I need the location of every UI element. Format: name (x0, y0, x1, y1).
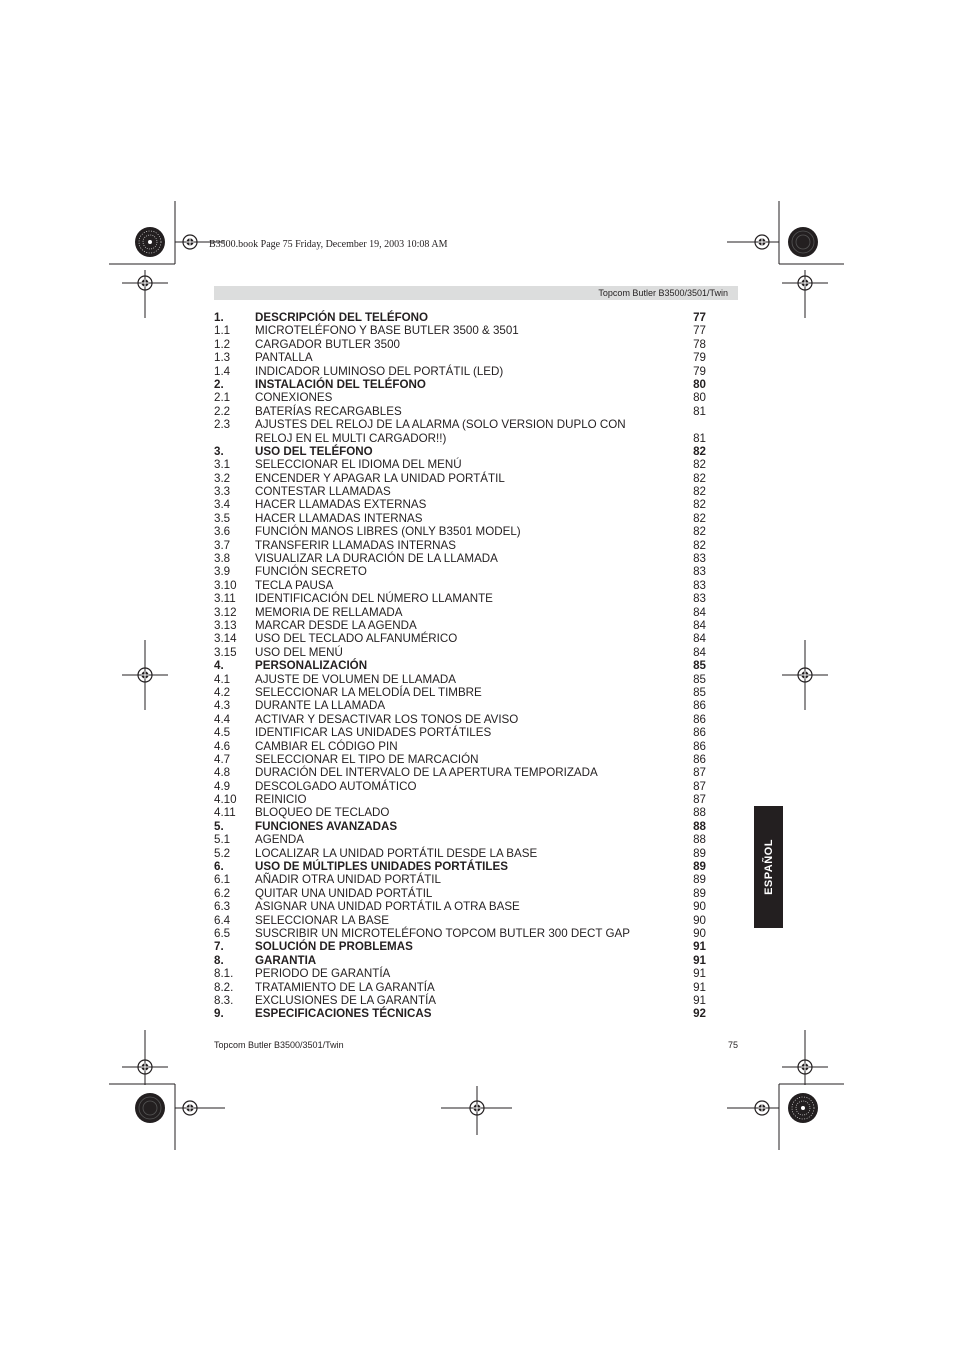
toc-entry (214, 565, 706, 578)
language-tab (754, 806, 783, 928)
toc-entry-title-line: AJUSTE DE VOLUMEN DE LLAMADA (255, 672, 457, 686)
toc-entry-number: 2.3 (214, 418, 231, 432)
toc-entry-title-line: DURACIÓN DEL INTERVALO DE LA APERTURA TEMPORIZADA (255, 766, 598, 780)
toc-entry-page: 82 (693, 485, 706, 499)
toc-entry-number: 1. (214, 311, 224, 324)
toc-entry-number: 3.10 (214, 578, 237, 592)
toc-entry-title (255, 485, 391, 498)
toc-entry-title-line: CONTESTAR LLAMADAS (255, 485, 391, 499)
toc-entry-title-line: AGENDA (255, 833, 304, 847)
toc-entry-title (255, 793, 307, 806)
toc-entry (214, 324, 706, 337)
toc-entry-title-line: MARCAR DESDE LA AGENDA (255, 619, 417, 632)
toc-entry-page: 84 (693, 645, 706, 659)
toc-entry (214, 418, 706, 445)
toc-entry (214, 793, 706, 806)
toc-entry-title-line: USO DEL MENÚ (255, 645, 343, 659)
toc-entry-title (255, 351, 313, 364)
toc-entry-title (255, 847, 537, 860)
toc-entry-title (255, 405, 402, 418)
toc-entry-page: 82 (693, 444, 706, 458)
toc-entry-page: 83 (693, 578, 706, 592)
toc-entry-title (255, 740, 398, 753)
toc-entry (214, 967, 706, 980)
toc-entry-page: 88 (693, 833, 706, 847)
star-target-icon (135, 227, 165, 257)
toc-entry-page: 90 (693, 900, 706, 914)
toc-entry-title (255, 954, 316, 967)
toc-entry-title-line: SELECCIONAR EL TIPO DE MARCACIÓN (255, 752, 479, 766)
toc-entry-title (255, 311, 428, 324)
toc-entry-title-line: TRATAMIENTO DE LA GARANTÍA (255, 980, 435, 994)
toc-entry-title (255, 565, 367, 578)
toc-entry-page: 82 (693, 511, 706, 525)
toc-entry (214, 659, 706, 672)
toc-entry-title (255, 525, 521, 538)
toc-entry (214, 405, 706, 418)
toc-entry-page: 91 (693, 967, 706, 981)
toc-entry (214, 766, 706, 779)
toc-entry-title (255, 1007, 432, 1020)
toc-entry-page: 87 (693, 779, 706, 793)
toc-entry-title (255, 324, 519, 337)
toc-entry (214, 552, 706, 565)
toc-entry-page: 90 (693, 926, 706, 940)
toc-entry (214, 592, 706, 605)
toc-entry-number: 3.6 (214, 525, 231, 539)
toc-entry-title (255, 472, 505, 485)
toc-entry-title-line: USO DEL TELÉFONO (255, 444, 373, 458)
toc-entry-title-line: TECLA PAUSA (255, 578, 334, 592)
toc-entry-title-line: ENCENDER Y APAGAR LA UNIDAD PORTÁTIL (255, 471, 505, 485)
toc-entry-page: 86 (693, 752, 706, 766)
toc-entry-number: 3.1 (214, 458, 231, 472)
toc-entry-page: 87 (693, 766, 706, 780)
toc-entry (214, 780, 706, 793)
toc-entry-number: 4.1 (214, 672, 231, 686)
toc-entry-page: 77 (693, 310, 706, 324)
toc-entry-title-line: TRANSFERIR LLAMADAS INTERNAS (255, 538, 456, 552)
toc-entry-title-line: FUNCIÓN MANOS LIBRES (ONLY B3501 MODEL) (255, 525, 521, 539)
toc-entry (214, 940, 706, 953)
toc-entry-number: 4.7 (214, 752, 231, 766)
toc-entry-title (255, 860, 508, 873)
toc-entry (214, 713, 706, 726)
toc-entry-title-line: EXCLUSIONES DE LA GARANTÍA (255, 993, 437, 1007)
toc-entry-number: 4.2 (214, 685, 231, 699)
toc-entry-title (255, 338, 400, 351)
toc-entry-title (255, 699, 385, 712)
toc-entry-number: 3.12 (214, 605, 237, 619)
toc-entry-page: 84 (693, 605, 706, 619)
toc-entry-number: 6.2 (214, 886, 231, 900)
toc-entry-page: 87 (693, 793, 706, 807)
toc-entry-number: 5. (214, 819, 224, 833)
toc-entry-title-line: RELOJ EN EL MULTI CARGADOR!!) (255, 431, 447, 445)
toc-entry-number: 1.4 (214, 364, 231, 378)
toc-entry-number: 4.8 (214, 766, 231, 780)
header-title: Topcom Butler B3500/3501/Twin (598, 288, 728, 298)
toc-entry-page: 80 (693, 391, 706, 405)
toc-entry-number: 2. (214, 377, 224, 391)
toc-entry-title (255, 512, 423, 525)
toc-entry-title (255, 619, 417, 632)
toc-entry-title (255, 726, 491, 739)
toc-entry-title (255, 498, 426, 511)
toc-entry-number: 8.3. (214, 993, 234, 1007)
toc-entry-title-line: SELECCIONAR LA BASE (255, 913, 390, 927)
toc-entry-number: 2.2 (214, 404, 231, 418)
toc-entry (214, 391, 706, 404)
toc-entry (214, 365, 706, 378)
toc-entry-page: 82 (693, 458, 706, 472)
toc-entry (214, 673, 706, 686)
toc-entry-title-line: SELECCIONAR EL IDIOMA DEL MENÚ (255, 458, 462, 472)
toc-entry (214, 378, 706, 391)
toc-entry-title-line: BATERÍAS RECARGABLES (255, 404, 402, 418)
toc-entry-page: 91 (693, 953, 706, 967)
toc-entry-number: 4.6 (214, 739, 231, 753)
toc-entry-title-line: AÑADIR OTRA UNIDAD PORTÁTIL (255, 873, 441, 887)
toc-entry-number: 3.2 (214, 471, 231, 485)
toc-entry-number: 4. (214, 659, 224, 673)
toc-entry-page: 81 (693, 431, 706, 445)
toc-entry (214, 338, 706, 351)
toc-entry (214, 619, 706, 632)
toc-entry-number: 6.5 (214, 926, 231, 940)
toc-entry (214, 726, 706, 739)
toc-entry-title-line: HACER LLAMADAS INTERNAS (255, 511, 423, 525)
toc-entry-title-line: MICROTELÉFONO Y BASE BUTLER 3500 & 3501 (255, 324, 519, 338)
toc-entry-number: 8.2. (214, 980, 234, 994)
toc-entry-title-line: CAMBIAR EL CÓDIGO PIN (255, 739, 398, 753)
toc-entry-page: 91 (693, 993, 706, 1007)
toc-entry (214, 860, 706, 873)
toc-entry-page: 89 (693, 860, 706, 874)
toc-entry-number: 4.10 (214, 793, 237, 807)
toc-entry-title (255, 900, 520, 913)
toc-entry (214, 914, 706, 927)
running-header (214, 286, 738, 300)
toc-entry-title (255, 994, 436, 1007)
toc-entry-title (255, 981, 435, 994)
toc-entry-page: 91 (693, 980, 706, 994)
toc-entry-title-line: ASIGNAR UNA UNIDAD PORTÁTIL A OTRA BASE (255, 900, 520, 914)
toc-entry-title-line: DESCOLGADO AUTOMÁTICO (255, 779, 417, 793)
toc-entry-title (255, 914, 389, 927)
toc-entry-title-line: REINICIO (255, 793, 307, 807)
toc-entry-page: 82 (693, 498, 706, 512)
toc-entry (214, 981, 706, 994)
toc-entry-page: 85 (693, 685, 706, 699)
toc-entry-title-line: PANTALLA (255, 351, 313, 365)
toc-entry-title-line: BLOQUEO DE TECLADO (255, 806, 390, 820)
toc-entry-number: 4.4 (214, 712, 231, 726)
toc-entry-page: 86 (693, 699, 706, 713)
toc-entry-title (255, 766, 598, 779)
toc-entry-title (255, 539, 456, 552)
toc-entry-title-line: FUNCIÓN SECRETO (255, 565, 367, 579)
toc-entry-title (255, 418, 626, 445)
toc-entry-title (255, 445, 373, 458)
toc-entry-number: 1.1 (214, 324, 231, 338)
toc-entry-number: 3. (214, 444, 224, 458)
toc-entry-number: 8. (214, 953, 224, 967)
toc-entry-title-line: IDENTIFICAR LAS UNIDADES PORTÁTILES (255, 726, 492, 740)
toc-entry-page: 85 (693, 672, 706, 686)
toc-entry (214, 1007, 706, 1020)
toc-entry-title (255, 378, 426, 391)
toc-entry-number: 5.2 (214, 846, 231, 860)
toc-entry-page: 89 (693, 873, 706, 887)
toc-entry (214, 539, 706, 552)
toc-entry-number: 9. (214, 1007, 224, 1021)
toc-entry-number: 3.15 (214, 645, 237, 659)
toc-entry-number: 3.14 (214, 632, 237, 646)
toc-entry-number: 1.3 (214, 351, 231, 365)
toc-entry (214, 646, 706, 659)
toc-entry-page: 84 (693, 618, 706, 632)
toc-entry (214, 753, 706, 766)
toc-entry-title-line: ESPECIFICACIONES TÉCNICAS (255, 1007, 432, 1021)
toc-entry (214, 512, 706, 525)
toc-entry (214, 900, 706, 913)
toc-entry-page: 82 (693, 525, 706, 539)
toc-entry-page: 82 (693, 471, 706, 485)
toc-entry-number: 4.5 (214, 726, 231, 740)
toc-entry-title-line: USO DE MÚLTIPLES UNIDADES PORTÁTILES (255, 860, 508, 874)
star-target-icon (788, 1093, 818, 1123)
toc-entry-page: 90 (693, 913, 706, 927)
toc-entry-title-line: PERIODO DE GARANTÍA (255, 967, 391, 981)
toc-entry-title (255, 592, 493, 605)
toc-entry-number: 3.5 (214, 511, 231, 525)
toc-entry (214, 311, 706, 324)
toc-entry-title-line: IDENTIFICACIÓN DEL NÚMERO LLAMANTE (255, 592, 493, 606)
toc-entry-number: 3.13 (214, 619, 237, 632)
toc-entry-title (255, 780, 416, 793)
toc-entry-number: 7. (214, 940, 224, 954)
toc-entry-title (255, 659, 367, 672)
page-number: 75 (728, 1040, 739, 1050)
toc-entry-title-line: DESCRIPCIÓN DEL TELÉFONO (255, 311, 429, 324)
toc-entry-title (255, 606, 403, 619)
toc-entry-number: 3.7 (214, 538, 231, 552)
toc-entry-page: 91 (693, 940, 706, 954)
toc-entry-page: 79 (693, 364, 706, 378)
toc-entry (214, 887, 706, 900)
toc-entry-title (255, 927, 630, 940)
toc-entry-title-line: DURANTE LA LLAMADA (255, 699, 386, 713)
toc-entry-page: 77 (693, 324, 706, 338)
toc-entry-page: 82 (693, 538, 706, 552)
toc-entry-title-line: SELECCIONAR LA MELODÍA DEL TIMBRE (255, 685, 482, 699)
toc-entry (214, 351, 706, 364)
toc-entry-title (255, 940, 413, 953)
toc-entry-title-line: CARGADOR BUTLER 3500 (255, 337, 400, 351)
toc-entry-title-line: INSTALACIÓN DEL TELÉFONO (255, 377, 426, 391)
toc-entry-title (255, 887, 432, 900)
toc-entry-title-line: GARANTIA (255, 953, 317, 967)
toc-entry-title-line: QUITAR UNA UNIDAD PORTÁTIL (255, 886, 433, 900)
toc-entry-page: 81 (693, 404, 706, 418)
toc-entry-page: 84 (693, 632, 706, 646)
toc-entry-title-line: USO DEL TECLADO ALFANUMÉRICO (255, 632, 458, 646)
toc-entry-title-line: LOCALIZAR LA UNIDAD PORTÁTIL DESDE LA BASE (255, 846, 538, 860)
toc-entry-page: 83 (693, 552, 706, 566)
toc-entry (214, 699, 706, 712)
toc-entry-number: 2.1 (214, 391, 231, 405)
toc-entry (214, 994, 706, 1007)
toc-entry (214, 579, 706, 592)
toc-entry (214, 847, 706, 860)
toc-entry (214, 873, 706, 886)
toc-entry-page: 86 (693, 739, 706, 753)
toc-entry-number: 1.2 (214, 337, 231, 351)
toc-entry (214, 820, 706, 833)
toc-entry-number: 6.4 (214, 913, 231, 927)
toc-entry (214, 686, 706, 699)
toc-entry-title (255, 579, 333, 592)
toc-entry (214, 632, 706, 645)
toc-entry-page: 79 (693, 351, 706, 365)
toc-entry-title-line: INDICADOR LUMINOSO DEL PORTÁTIL (LED) (255, 364, 504, 378)
toc-entry (214, 485, 706, 498)
toc-entry-page: 86 (693, 726, 706, 740)
toc-entry-number: 4.9 (214, 779, 231, 793)
toc-entry-title-line: PERSONALIZACIÓN (255, 659, 368, 673)
toc-entry-page: 83 (693, 565, 706, 579)
toc-entry (214, 954, 706, 967)
toc-entry-page: 80 (693, 377, 706, 391)
toc-entry-title-line: VISUALIZAR LA DURACIÓN DE LA LLAMADA (255, 552, 498, 566)
language-tab-label: ESPAÑOL (762, 839, 775, 895)
toc-entry-title (255, 686, 482, 699)
toc-entry-title (255, 391, 332, 404)
toc-entry-page: 92 (693, 1007, 706, 1021)
toc-entry-title-line: CONEXIONES (255, 391, 333, 405)
toc-entry (214, 740, 706, 753)
toc-entry-page: 89 (693, 886, 706, 900)
toc-entry-number: 3.4 (214, 498, 231, 512)
toc-entry-page: 88 (693, 806, 706, 820)
toc-entry-title (255, 806, 389, 819)
toc-entry-title (255, 552, 498, 565)
toc-entry-title (255, 632, 457, 645)
toc-entry-number: 3.8 (214, 552, 231, 566)
toc-entry-title-line: SUSCRIBIR UN MICROTELÉFONO TOPCOM BUTLER 300 DECT GAP (255, 926, 630, 940)
toc-entry-title-line: ACTIVAR Y DESACTIVAR LOS TONOS DE AVISO (255, 712, 519, 726)
toc-entry-title (255, 673, 456, 686)
toc-entry-number: 3.3 (214, 485, 231, 499)
toc-entry-title (255, 753, 479, 766)
toc-entry-title-line: SOLUCIÓN DE PROBLEMAS (255, 940, 413, 954)
toc-entry-page: 86 (693, 712, 706, 726)
toc-entry-title (255, 833, 304, 846)
toc-entry (214, 445, 706, 458)
toc-entry-title-line: HACER LLAMADAS EXTERNAS (255, 498, 427, 512)
toc-entry (214, 472, 706, 485)
toc-entry (214, 806, 706, 819)
toc-entry-title (255, 967, 390, 980)
toc-entry (214, 927, 706, 940)
toc-entry (214, 458, 706, 471)
toc-entry-number: 5.1 (214, 833, 231, 847)
toc-entry-number: 3.11 (214, 592, 236, 606)
toc-entry-page: 83 (693, 592, 706, 606)
footer-title: Topcom Butler B3500/3501/Twin (214, 1040, 344, 1050)
toc-entry-title-line: FUNCIONES AVANZADAS (255, 819, 398, 833)
toc-entry-number: 6.1 (214, 873, 231, 887)
toc-entry-page: 85 (693, 659, 706, 673)
toc-entry-title (255, 458, 462, 471)
toc-entry (214, 606, 706, 619)
toc-entry-title (255, 365, 503, 378)
table-of-contents (214, 311, 706, 1021)
toc-entry-number: 6.3 (214, 900, 231, 914)
toc-entry-title-line: MEMORIA DE RELLAMADA (255, 605, 403, 619)
toc-entry-number: 4.3 (214, 699, 231, 713)
toc-entry-number: 4.11 (214, 806, 236, 820)
toc-entry-number: 3.9 (214, 565, 231, 579)
toc-entry-page: 88 (693, 819, 706, 833)
toc-entry-title (255, 873, 441, 886)
toc-entry-title (255, 646, 343, 659)
toc-entry (214, 525, 706, 538)
toc-entry-page: 78 (693, 337, 706, 351)
toc-entry-number: 6. (214, 860, 224, 874)
book-slug: B3500.book Page 75 Friday, December 19, 2003 10:08 AM (209, 239, 448, 250)
toc-entry-title (255, 820, 397, 833)
toc-entry-title-line: AJUSTES DEL RELOJ DE LA ALARMA (SOLO VERSION DUPLO CON (255, 418, 626, 432)
toc-entry-title (255, 713, 518, 726)
toc-entry (214, 833, 706, 846)
toc-entry-number: 8.1. (214, 967, 234, 981)
toc-entry (214, 498, 706, 511)
toc-entry-page: 89 (693, 846, 706, 860)
